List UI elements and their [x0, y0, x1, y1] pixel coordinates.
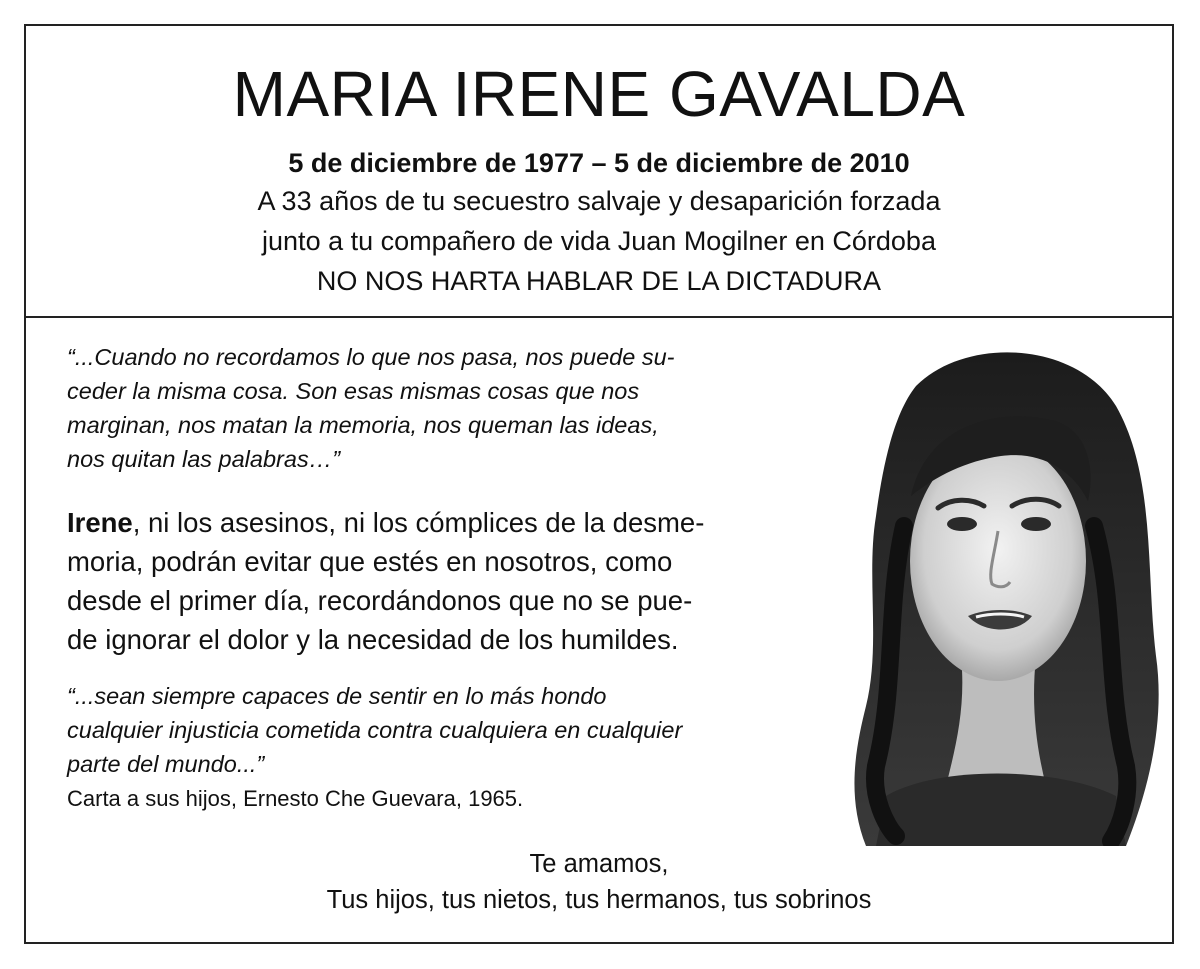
- message-line: de ignorar el dolor y la necesidad de los humildes.: [67, 624, 679, 655]
- quote-line: ceder la misma cosa. Son esas mismas cosas que nos: [67, 378, 640, 404]
- quote-line: “...Cuando no recordamos lo que nos pasa, nos puede su-: [67, 344, 675, 370]
- quote-line: cualquier injusticia cometida contra cualquiera en cualquier: [67, 717, 683, 743]
- date-range: 5 de diciembre de 1977 – 5 de diciembre de 2010: [288, 148, 910, 178]
- che-quote: [67, 679, 827, 781]
- person-name: MARIA IRENE GAVALDA: [232, 58, 966, 130]
- header: [26, 26, 1172, 316]
- quote-line: parte del mundo...”: [67, 751, 265, 777]
- message-text: , ni los asesinos, ni los cómplices de la desme-: [132, 507, 705, 538]
- quote-line: “...sean siempre capaces de sentir en lo más hondo: [67, 683, 607, 709]
- closing-line-1: Te amamos,: [529, 850, 669, 878]
- header-line-2: junto a tu compañero de vida Juan Mogilner en Córdoba: [262, 226, 936, 256]
- portrait-illustration: [826, 326, 1166, 846]
- quote-line: nos quitan las palabras…”: [67, 446, 341, 472]
- portrait-photo: [826, 326, 1166, 846]
- notice-frame: [24, 24, 1174, 944]
- dedication-message: [67, 503, 827, 659]
- closing: [26, 846, 1172, 918]
- header-line-1: A 33 años de tu secuestro salvaje y desaparición forzada: [257, 186, 941, 216]
- quote-line: marginan, nos matan la memoria, nos queman las ideas,: [67, 412, 659, 438]
- opening-quote: [67, 340, 827, 476]
- message-line: desde el primer día, recordándonos que no se pue-: [67, 585, 693, 616]
- closing-line-2: Tus hijos, tus nietos, tus hermanos, tus sobrinos: [326, 886, 872, 914]
- quote-attribution: Carta a sus hijos, Ernesto Che Guevara, 1965.: [67, 786, 524, 811]
- divider: [26, 316, 1172, 318]
- header-line-3: NO NOS HARTA HABLAR DE LA DICTADURA: [316, 266, 882, 296]
- name-highlight: Irene: [67, 507, 133, 538]
- message-line: moria, podrán evitar que estés en nosotros, como: [67, 546, 673, 577]
- message-line: [67, 503, 827, 542]
